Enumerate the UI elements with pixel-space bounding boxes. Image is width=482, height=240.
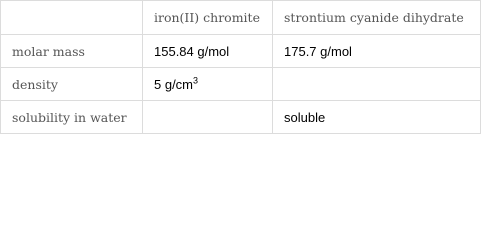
density-unit-exponent: 3 [193,75,199,86]
header-empty-cell [1,1,143,35]
density-iron-ii-chromite [143,68,273,101]
molar-mass-iron-ii-chromite: 155.84 g/mol [143,35,273,68]
table-row [1,101,481,134]
density-strontium-cyanide-dihydrate [273,68,481,101]
solubility-strontium-cyanide-dihydrate: soluble [273,101,481,134]
row-label-density: density [1,68,143,101]
table-row [1,68,481,101]
row-label-solubility-in-water: solubility in water [1,101,143,134]
solubility-iron-ii-chromite [143,101,273,134]
header-row [1,1,481,35]
density-value: 5 g/cm [154,76,194,92]
molar-mass-strontium-cyanide-dihydrate: 175.7 g/mol [273,35,481,68]
table-row [1,35,481,68]
header-iron-ii-chromite: iron(II) chromite [143,1,273,35]
header-strontium-cyanide-dihydrate: strontium cyanide dihydrate [273,1,481,35]
row-label-molar-mass: molar mass [1,35,143,68]
